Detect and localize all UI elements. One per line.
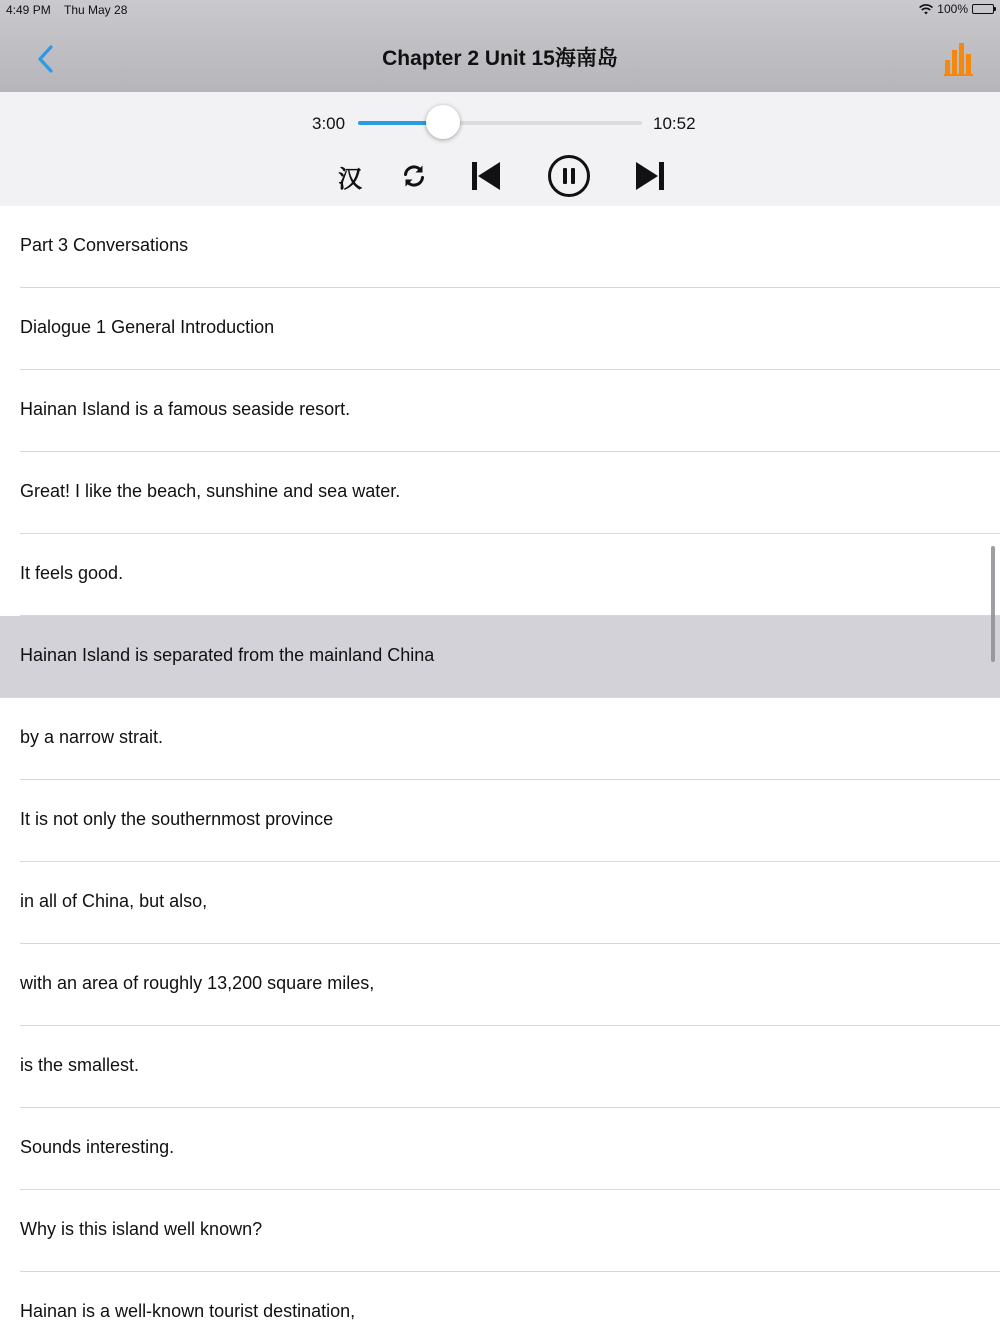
list-item[interactable] [0, 944, 1000, 1026]
list-item[interactable] [0, 698, 1000, 780]
list-item-text: Part 3 Conversations [20, 235, 189, 255]
top-bar [0, 0, 1000, 92]
list-item-text: Hainan is a well-known tourist destination, [20, 1301, 356, 1321]
list-item-text: It feels good. [20, 563, 124, 583]
previous-button[interactable] [468, 154, 504, 198]
list-item-text: with an area of roughly 13,200 square miles, [20, 973, 375, 993]
statistics-button[interactable] [942, 42, 976, 76]
list-item-text: Hainan Island is a famous seaside resort. [20, 399, 351, 419]
status-right [919, 2, 994, 16]
status-time: 4:49 PM [6, 3, 51, 17]
next-button[interactable] [632, 154, 668, 198]
list-item[interactable] [0, 288, 1000, 370]
list-item[interactable] [0, 206, 1000, 288]
list-item-text: in all of China, but also, [20, 891, 208, 911]
list-item[interactable] [0, 370, 1000, 452]
wifi-icon [919, 4, 933, 15]
list-item-text: Hainan Island is separated from the mainland China [20, 645, 435, 665]
list-item-text: Dialogue 1 General Introduction [20, 317, 275, 337]
repeat-icon [401, 163, 427, 189]
list-item[interactable] [0, 862, 1000, 944]
list-item[interactable] [0, 1108, 1000, 1190]
scrollbar[interactable] [991, 546, 995, 662]
pause-icon [547, 154, 591, 198]
list-item-text: Sounds interesting. [20, 1137, 175, 1157]
list-item[interactable] [0, 452, 1000, 534]
skip-next-icon [634, 160, 666, 192]
list-item-text: Why is this island well known? [20, 1219, 263, 1239]
list-item-text: by a narrow strait. [20, 727, 164, 747]
list-item[interactable] [0, 1190, 1000, 1272]
list-item[interactable] [0, 616, 1000, 698]
current-time: 3:00 [312, 114, 346, 133]
list-item[interactable] [0, 780, 1000, 862]
total-time: 10:52 [653, 114, 696, 133]
list-item[interactable] [0, 534, 1000, 616]
progress-slider[interactable] [358, 121, 642, 125]
chinese-toggle-button[interactable]: 汉 [338, 165, 362, 193]
list-item-text: Great! I like the beach, sunshine and sea water. [20, 481, 401, 501]
list-item-text: is the smallest. [20, 1055, 140, 1075]
list-item-text: It is not only the southernmost province [20, 809, 334, 829]
audio-player [0, 92, 1000, 206]
list-item[interactable] [0, 1026, 1000, 1108]
battery-icon [972, 4, 994, 14]
progress-thumb[interactable] [426, 105, 460, 139]
list-item[interactable] [0, 1272, 1000, 1334]
pause-button[interactable] [545, 154, 593, 198]
repeat-button[interactable] [398, 154, 430, 198]
status-date: Thu May 28 [64, 3, 128, 17]
page-title: Chapter 2 Unit 15海南岛 [382, 47, 618, 70]
transcript-list[interactable] [0, 206, 1000, 1334]
bar-chart-icon [942, 42, 976, 76]
status-bar [0, 0, 1000, 20]
battery-percent: 100% [937, 2, 968, 16]
skip-previous-icon [470, 160, 502, 192]
